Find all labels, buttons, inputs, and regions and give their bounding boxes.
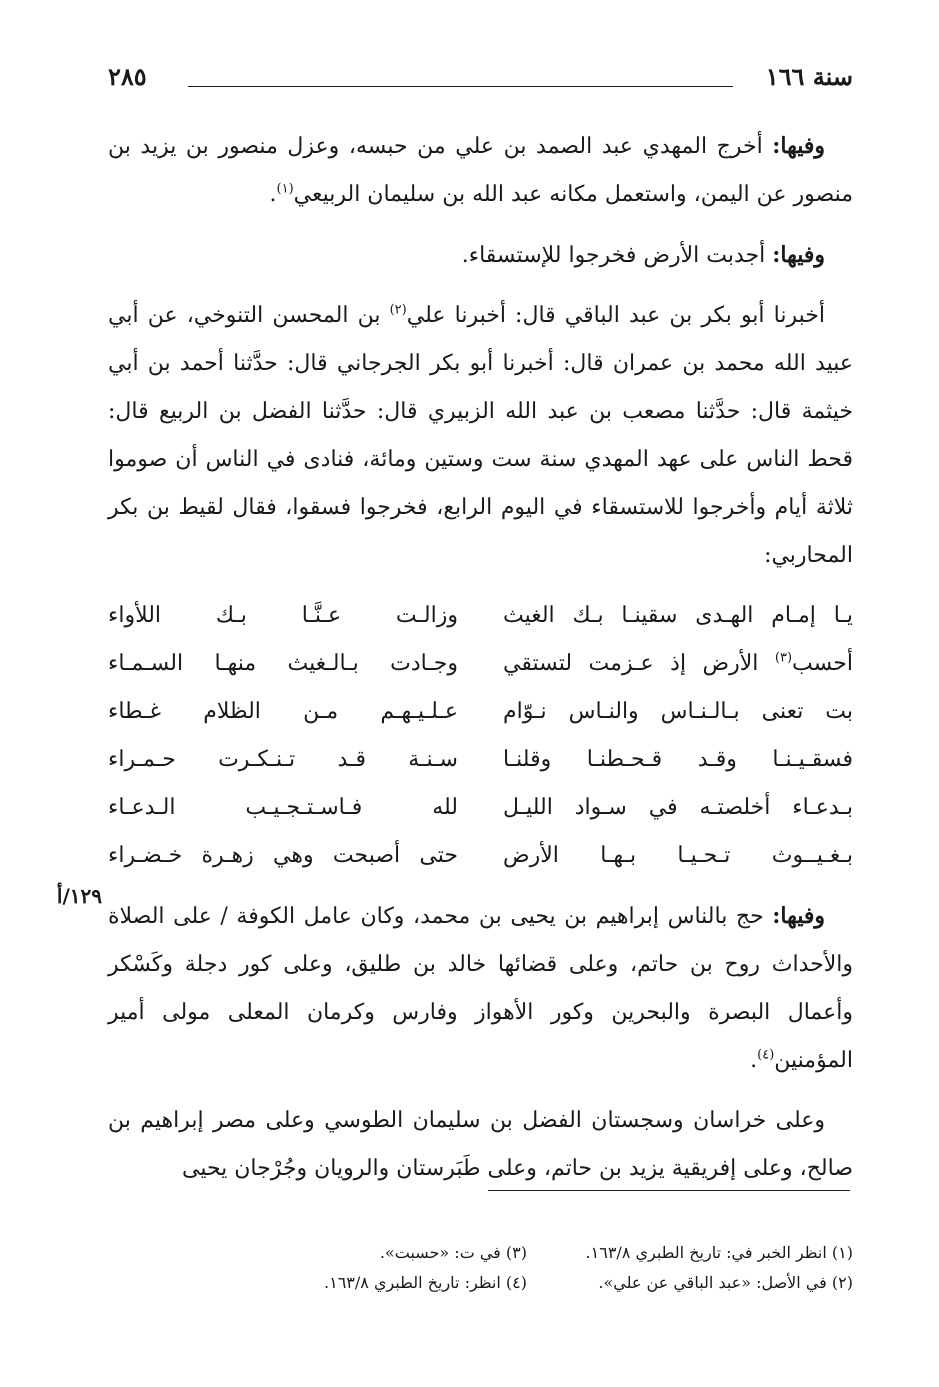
- poem-verse: [108, 832, 853, 880]
- verse-first-hemistich: [503, 640, 853, 688]
- verse-first-hemistich: بـدعـاء أخلصتـه في سـواد الليـل: [503, 795, 853, 820]
- running-title: سنة ١٦٦: [765, 62, 853, 91]
- footnote-ref: (٢): [389, 302, 407, 318]
- main-text: [108, 122, 853, 1205]
- paragraph-text: أخبرنا أبو بكر بن عبد الباقي قال: أخبرنا علي: [406, 303, 825, 328]
- poem-verse: [108, 592, 853, 640]
- footnote-item: (٤) انظر: تاريخ الطبري ١٦٣/٨.: [324, 1273, 527, 1292]
- paragraph-text: أخرج المهدي عبد الصمد بن علي من حبسه، وعزل منصور بن يزيد بن منصور عن اليمن، واستعمل مكانه عبد الله بن سليمان الربيعي: [108, 134, 853, 207]
- verse-second-hemistich: حتى أصبحت وهي زهـرة خـضـراء: [108, 843, 458, 868]
- poem-verse: [108, 784, 853, 832]
- paragraph-lead: وفيها:: [772, 133, 825, 159]
- paragraph-tail: بن المحسن التنوخي، عن أبي عبيد الله محمد بن عمران قال: أخبرنا أبو بكر الجرجاني قال: حدَّثنا أحمد بن أبي خيثمة قال: حدَّثنا مصعب بن عبد الله الزبيري قال: حدَّثنا الفضل بن الربيع قال: قحط الناس على عهد المهدي سنة ست وستين ومائة، فنادى في الناس أن صوموا ثلاثة أيام وأخرجوا للاستسقاء في اليوم الرابع، فخرجوا فسقوا، فقال لقيط بن بكر المحاربي:: [108, 303, 853, 568]
- verse-first-hemistich: بت تعنى بـالـنـاس والنـاس نـوّام: [503, 699, 853, 724]
- paragraph-lead: وفيها:: [772, 242, 825, 268]
- poem-verse: [108, 688, 853, 736]
- page-number: ٢٨٥: [108, 62, 147, 91]
- paragraph-tail: .: [269, 182, 277, 207]
- verse-first-hemistich: بـغـيــوث تـحـيـا بـهـا الأرض: [503, 843, 853, 868]
- footnote-row: [200, 1268, 853, 1298]
- paragraph-2: [108, 231, 853, 280]
- paragraph-text: أجدبت الأرض فخرجوا للإستسقاء.: [461, 243, 773, 268]
- verse-text-tail: الأرض إذ عـزمت لتستقي: [503, 651, 775, 676]
- footnotes: [200, 1238, 853, 1298]
- verse-second-hemistich: لله فـاسـتـجـيـب الـدعـاء: [108, 795, 458, 820]
- footnote-row: [200, 1238, 853, 1268]
- paragraph-3: [108, 292, 853, 580]
- paragraph-text: حج بالناس إبراهيم بن يحيى بن محمد، وكان عامل الكوفة / على الصلاة والأحداث روح بن حاتم، وعلى قضائها خالد بن طليق، وعلى كور دجلة وكَسْكر وأعمال البصرة والبحرين وكور الأهواز وفارس وكرمان المعلى مولى أمير المؤمنين: [108, 904, 853, 1073]
- verse-second-hemistich: سـنـة قـد تـنـكـرت حـمـراء: [108, 747, 458, 772]
- poem-verse: [108, 736, 853, 784]
- paragraph-tail: .: [750, 1048, 758, 1073]
- verse-first-hemistich: فسقـيـنـا وقـد قـحـطنـا وقلنـا: [503, 747, 853, 772]
- footnote-ref: (٤): [757, 1047, 775, 1063]
- verse-second-hemistich: وجـادت بـالـغيث منهـا السـمـاء: [108, 651, 458, 676]
- footnote-separator: [488, 1190, 850, 1191]
- poem-verse: [108, 640, 853, 688]
- footnote-item: (٢) في الأصل: «عبد الباقي عن علي».: [598, 1273, 853, 1292]
- verse-second-hemistich: عـلـيـهـم مـن الظلام غـطاء: [108, 699, 458, 724]
- footnote-ref: (٣): [774, 650, 793, 666]
- paragraph-5: [108, 1097, 853, 1193]
- paragraph-1: [108, 122, 853, 219]
- poem: [108, 592, 853, 880]
- paragraph-lead: وفيها:: [772, 903, 825, 929]
- verse-first-hemistich: يـا إمـام الهـدى سقينـا بـك الغيث: [503, 603, 853, 628]
- footnote-item: (٣) في ت: «حسبت».: [379, 1243, 527, 1262]
- header-rule: [188, 86, 733, 87]
- footnote-ref: (١): [276, 181, 294, 197]
- paragraph-4: [108, 892, 853, 1085]
- page-header: [108, 62, 853, 102]
- footnote-item: (١) انظر الخبر في: تاريخ الطبري ١٦٣/٨.: [585, 1243, 853, 1262]
- verse-second-hemistich: وزالـت عـنَّـا بـك اللأواء: [108, 603, 458, 628]
- manuscript-folio-note: ١٢٩/أ: [56, 884, 102, 908]
- paragraph-text: وعلى خراسان وسجستان الفضل بن سليمان الطوسي وعلى مصر إبراهيم بن صالح، وعلى إفريقية يزيد بن حاتم، وعلى طَبَرستان والرويان وجُرْجان يحيى: [108, 1108, 853, 1181]
- verse-text: أحسب: [792, 651, 853, 676]
